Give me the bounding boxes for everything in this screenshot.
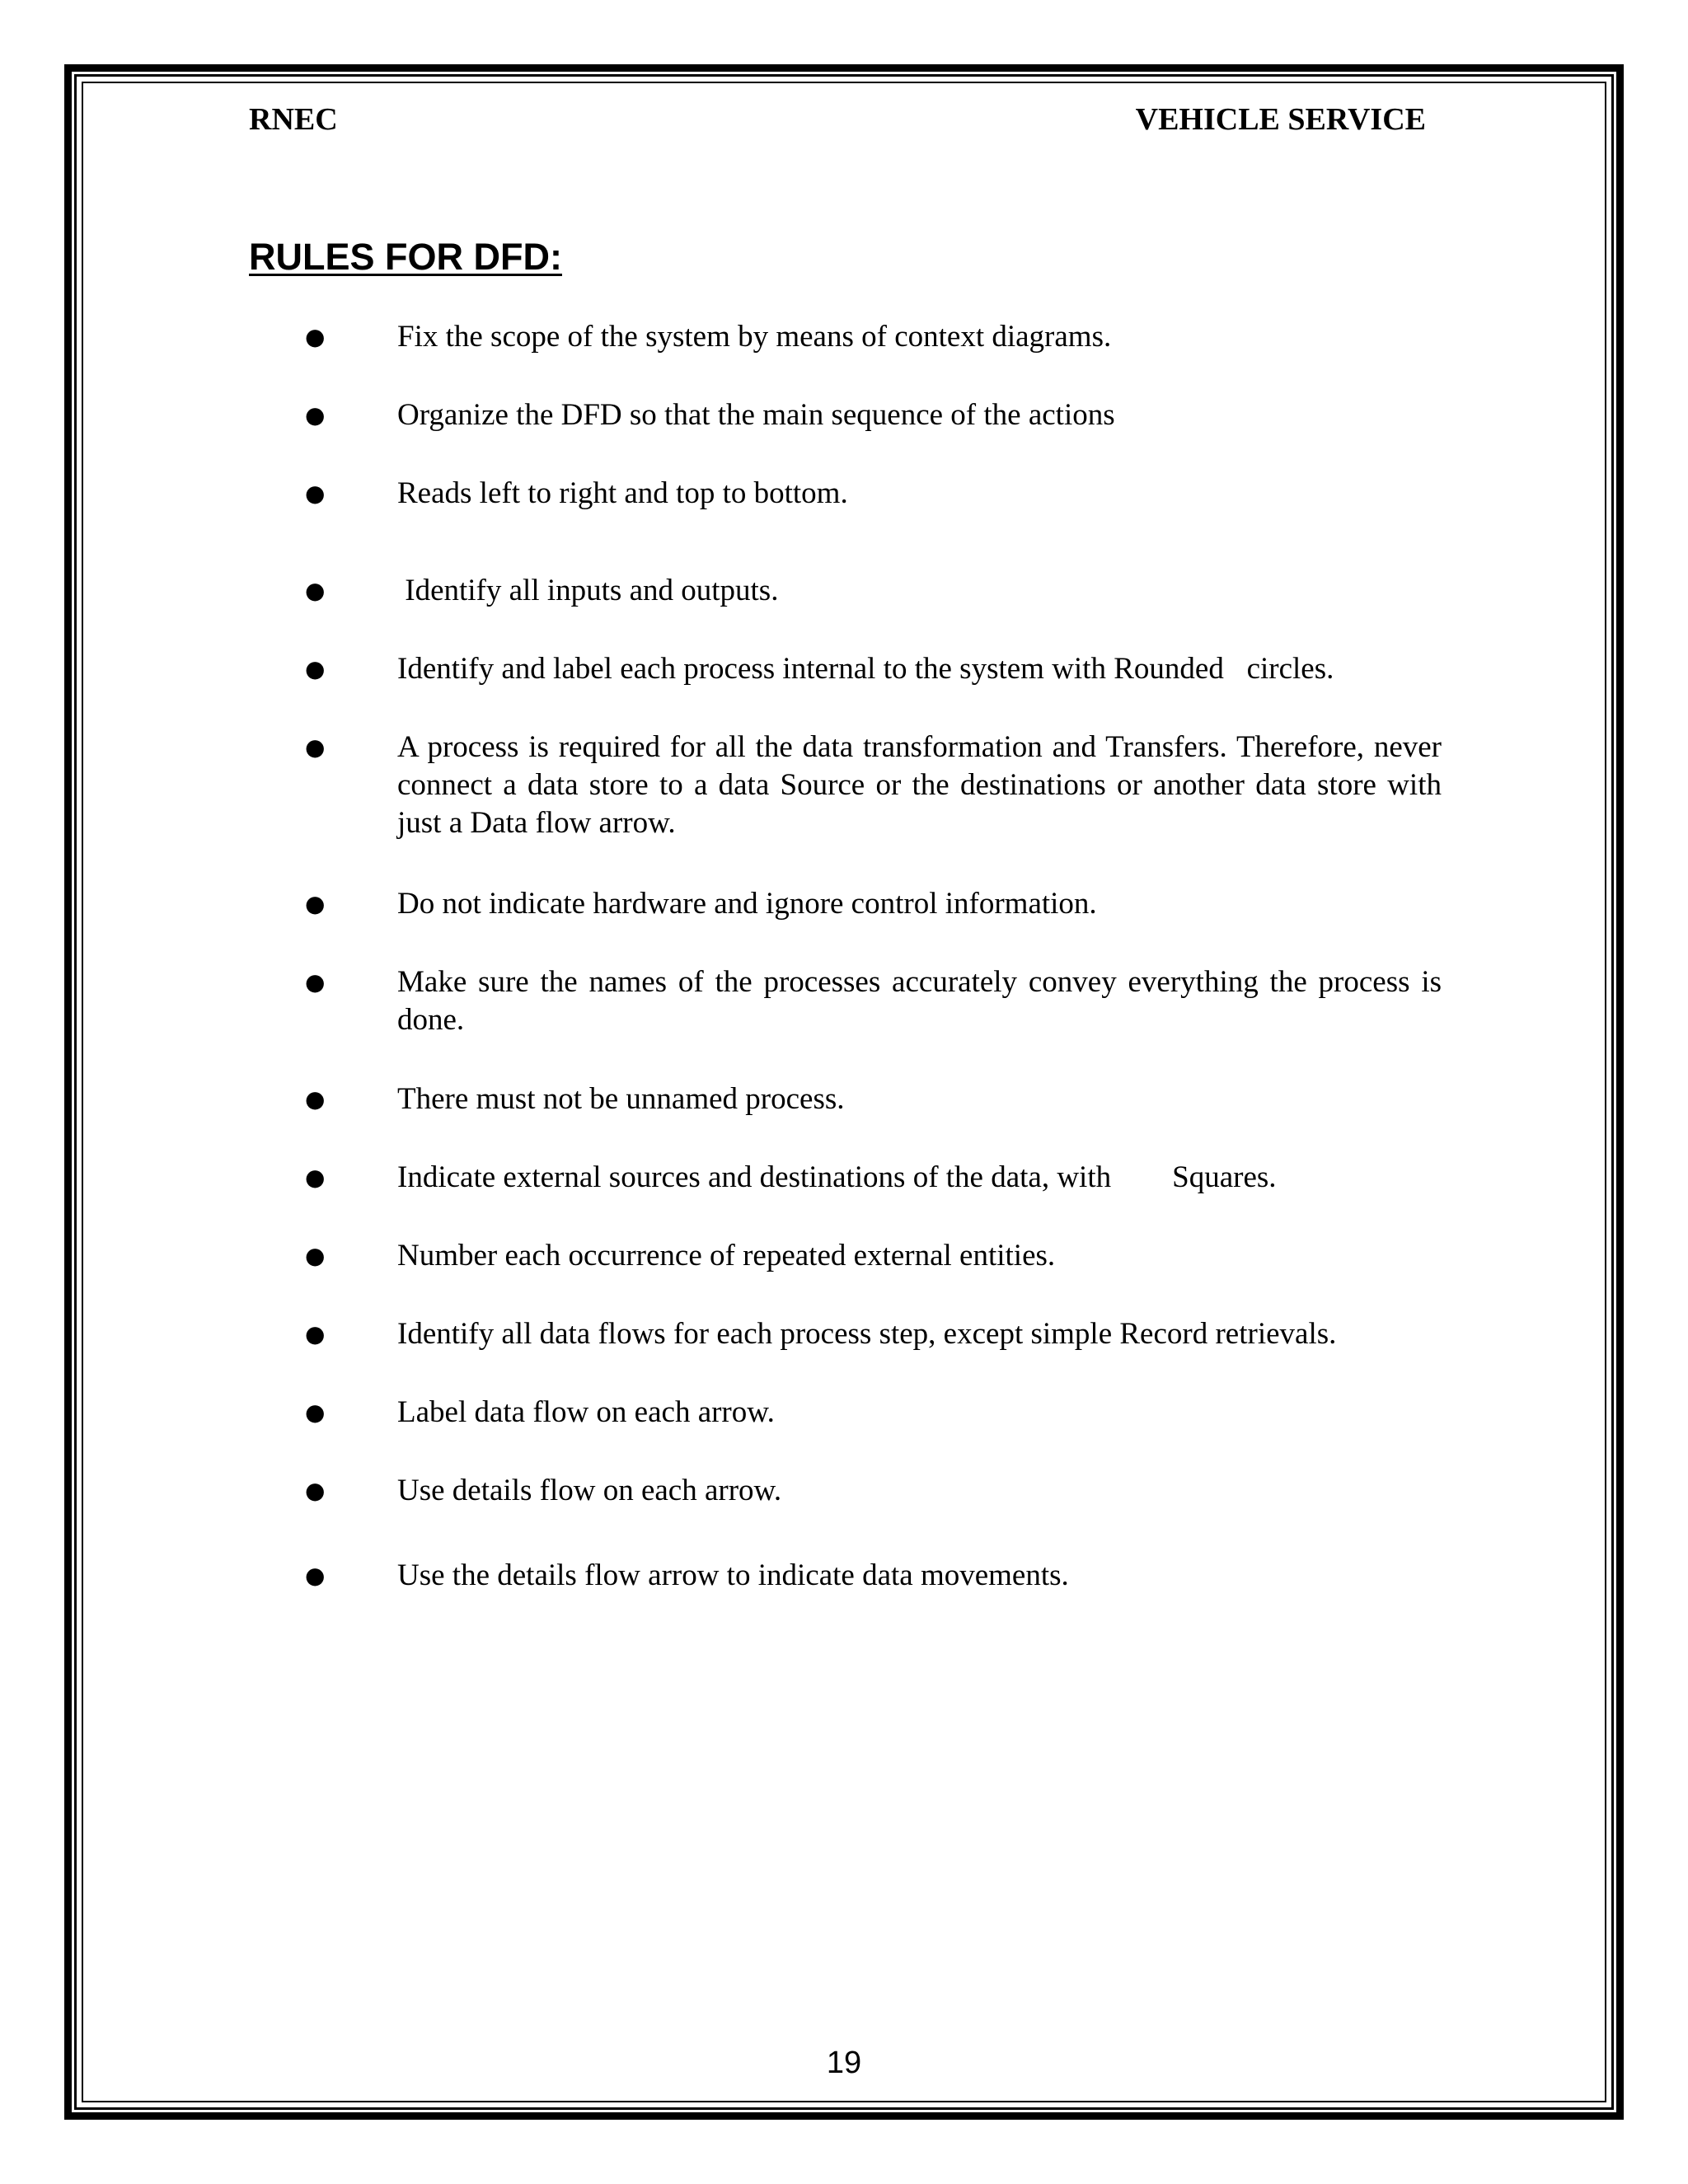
bullet-icon: ●: [305, 1320, 326, 1347]
bullet-icon: ●: [305, 1477, 326, 1504]
list-item: [305, 1237, 1442, 1275]
rule-text: Identify all data flows for each process step, except simple Record retrievals.: [397, 1317, 1337, 1351]
rule-text: Identify and label each process internal to the system with Rounded circles.: [397, 652, 1334, 686]
list-item: [305, 475, 1442, 513]
rule-text: A process is required for all the data transformation and Transfers. Therefore, never connect a data store to a data Source or the destinations or another data store with just a Data flow arrow.: [397, 730, 1450, 840]
rule-text: Make sure the names of the processes accurately convey everything the process is done.: [397, 965, 1450, 1037]
bullet-icon: ●: [305, 1164, 326, 1191]
list-item: [305, 1472, 1442, 1510]
bullet-icon: ●: [305, 480, 326, 507]
list-item: [305, 1159, 1442, 1197]
rule-text: Do not indicate hardware and ignore control information.: [397, 887, 1097, 921]
bullet-icon: ●: [305, 323, 326, 350]
rule-text: Indicate external sources and destinations of the data, with Squares.: [397, 1160, 1277, 1194]
header-college: RNEC: [249, 102, 338, 137]
bullet-icon: ●: [305, 577, 326, 604]
bullet-icon: ●: [305, 890, 326, 917]
bullet-icon: ●: [305, 401, 326, 429]
list-item: [305, 885, 1442, 923]
list-item: [305, 1080, 1442, 1118]
bullet-icon: ●: [305, 1085, 326, 1113]
rule-text: Identify all inputs and outputs.: [397, 574, 779, 607]
bullet-icon: ●: [305, 733, 326, 761]
rule-text: Use details flow on each arrow.: [397, 1474, 782, 1507]
list-item: [305, 650, 1442, 688]
bullet-icon: ●: [305, 655, 326, 682]
list-item: [305, 572, 1442, 610]
list-item: [305, 318, 1442, 356]
list-item: [305, 1394, 1442, 1432]
rule-text: There must not be unnamed process.: [397, 1082, 845, 1116]
rule-text: Number each occurrence of repeated external entities.: [397, 1239, 1056, 1272]
list-item: [305, 1557, 1442, 1595]
rule-text: Fix the scope of the system by means of context diagrams.: [397, 320, 1112, 354]
rule-text: Label data flow on each arrow.: [397, 1395, 775, 1429]
rule-text: Reads left to right and top to bottom.: [397, 476, 848, 510]
list-item: [305, 963, 1450, 1039]
bullet-icon: ●: [305, 1399, 326, 1426]
list-item: [305, 1315, 1442, 1353]
list-item: [305, 396, 1442, 434]
bullet-icon: ●: [305, 968, 326, 996]
bullet-icon: ●: [305, 1242, 326, 1269]
section-title: RULES FOR DFD:: [249, 236, 562, 278]
list-item: [305, 729, 1450, 842]
bullet-icon: ●: [305, 1562, 326, 1589]
rule-text: Use the details flow arrow to indicate data movements.: [397, 1558, 1069, 1592]
page-number: 19: [826, 2046, 862, 2080]
header-project-title: VEHICLE SERVICE: [1135, 102, 1426, 137]
rule-text: Organize the DFD so that the main sequence of the actions: [397, 398, 1115, 432]
